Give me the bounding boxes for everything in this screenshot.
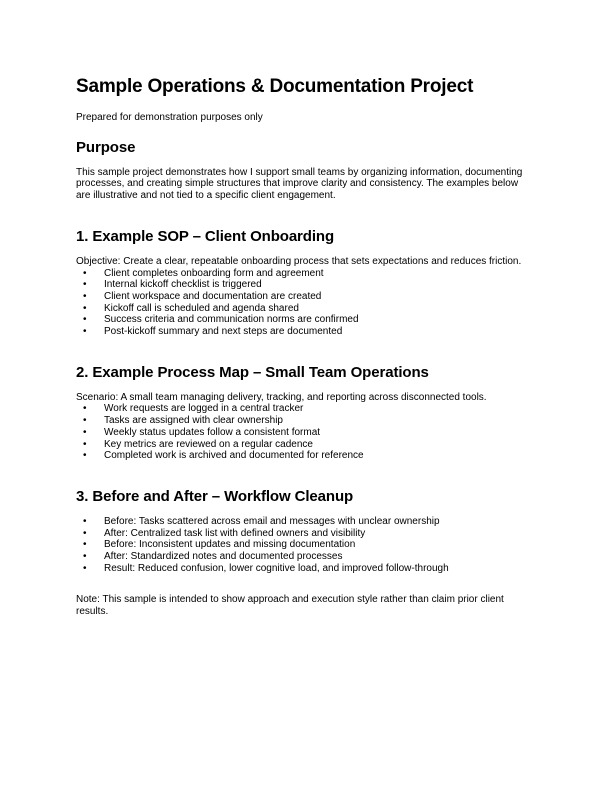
bullet-icon bbox=[76, 528, 104, 540]
bullet-icon bbox=[76, 415, 104, 427]
bullet-item bbox=[76, 403, 548, 415]
closing-note bbox=[76, 594, 548, 617]
section-2-intro: Scenario: A small team managing delivery, tracking, and reporting across disconnected tools. bbox=[76, 391, 487, 403]
bullet-item bbox=[76, 279, 548, 291]
bullet-item bbox=[76, 450, 548, 462]
bullet-icon bbox=[76, 279, 104, 291]
purpose-heading: Purpose bbox=[76, 138, 136, 156]
purpose-line: This sample project demonstrates how I support small teams by organizing information, documenting bbox=[76, 166, 523, 178]
bullet-text: Kickoff call is scheduled and agenda shared bbox=[104, 302, 299, 314]
bullet-text: Success criteria and communication norms are confirmed bbox=[104, 314, 359, 326]
bullet-text: Key metrics are reviewed on a regular cadence bbox=[104, 438, 313, 450]
bullet-icon bbox=[76, 539, 104, 551]
bullet-icon bbox=[76, 439, 104, 451]
bullet-item bbox=[76, 268, 548, 280]
section-3-bullet-list bbox=[76, 516, 548, 575]
bullet-icon bbox=[76, 268, 104, 280]
bullet-icon bbox=[76, 450, 104, 462]
bullet-item bbox=[76, 551, 548, 563]
bullet-item bbox=[76, 563, 548, 575]
bullet-text: After: Centralized task list with defined owners and visibility bbox=[104, 527, 366, 539]
bullet-text: Post-kickoff summary and next steps are documented bbox=[104, 326, 343, 338]
bullet-item bbox=[76, 303, 548, 315]
section-1-intro: Objective: Create a clear, repeatable onboarding process that sets expectations and reduces friction. bbox=[76, 255, 522, 267]
document-subtitle: Prepared for demonstration purposes only bbox=[76, 112, 263, 123]
bullet-text: Before: Inconsistent updates and missing documentation bbox=[104, 539, 356, 551]
purpose-line: processes, and creating simple structures that improve clarity and consistency. The examples below bbox=[76, 178, 519, 190]
bullet-icon bbox=[76, 551, 104, 563]
bullet-item bbox=[76, 528, 548, 540]
bullet-icon bbox=[76, 303, 104, 315]
purpose-paragraph bbox=[76, 167, 548, 202]
bullet-text: Client workspace and documentation are created bbox=[104, 290, 322, 302]
note-line: Note: This sample is intended to show approach and execution style rather than claim prior client bbox=[76, 594, 504, 606]
bullet-text: Client completes onboarding form and agreement bbox=[104, 267, 324, 279]
bullet-icon bbox=[76, 516, 104, 528]
bullet-item bbox=[76, 516, 548, 528]
section-1-bullet-list bbox=[76, 268, 548, 338]
note-line: results. bbox=[76, 606, 109, 618]
bullet-item bbox=[76, 427, 548, 439]
document-content bbox=[76, 0, 548, 618]
bullet-icon bbox=[76, 326, 104, 338]
bullet-icon bbox=[76, 314, 104, 326]
bullet-icon bbox=[76, 291, 104, 303]
bullet-icon bbox=[76, 403, 104, 415]
section-2-heading: 2. Example Process Map – Small Team Operations bbox=[76, 363, 429, 381]
bullet-text: Work requests are logged in a central tracker bbox=[104, 403, 304, 415]
bullet-item bbox=[76, 539, 548, 551]
bullet-icon bbox=[76, 563, 104, 575]
bullet-item bbox=[76, 439, 548, 451]
bullet-item bbox=[76, 415, 548, 427]
bullet-item bbox=[76, 291, 548, 303]
bullet-text: Weekly status updates follow a consistent format bbox=[104, 426, 321, 438]
document-title: Sample Operations & Documentation Project bbox=[76, 76, 474, 97]
bullet-item bbox=[76, 314, 548, 326]
section-1-heading: 1. Example SOP – Client Onboarding bbox=[76, 227, 335, 245]
bullet-text: Completed work is archived and documented for reference bbox=[104, 450, 364, 462]
section-3-heading: 3. Before and After – Workflow Cleanup bbox=[76, 487, 354, 505]
purpose-line: are illustrative and not tied to a specific client engagement. bbox=[76, 190, 336, 202]
bullet-text: Tasks are assigned with clear ownership bbox=[104, 415, 283, 427]
section-2-bullet-list bbox=[76, 403, 548, 462]
bullet-icon bbox=[76, 427, 104, 439]
bullet-text: Before: Tasks scattered across email and messages with unclear ownership bbox=[104, 515, 440, 527]
bullet-text: Result: Reduced confusion, lower cognitive load, and improved follow-through bbox=[104, 562, 449, 574]
bullet-item bbox=[76, 326, 548, 338]
bullet-text: After: Standardized notes and documented processes bbox=[104, 551, 343, 563]
bullet-text: Internal kickoff checklist is triggered bbox=[104, 279, 262, 291]
